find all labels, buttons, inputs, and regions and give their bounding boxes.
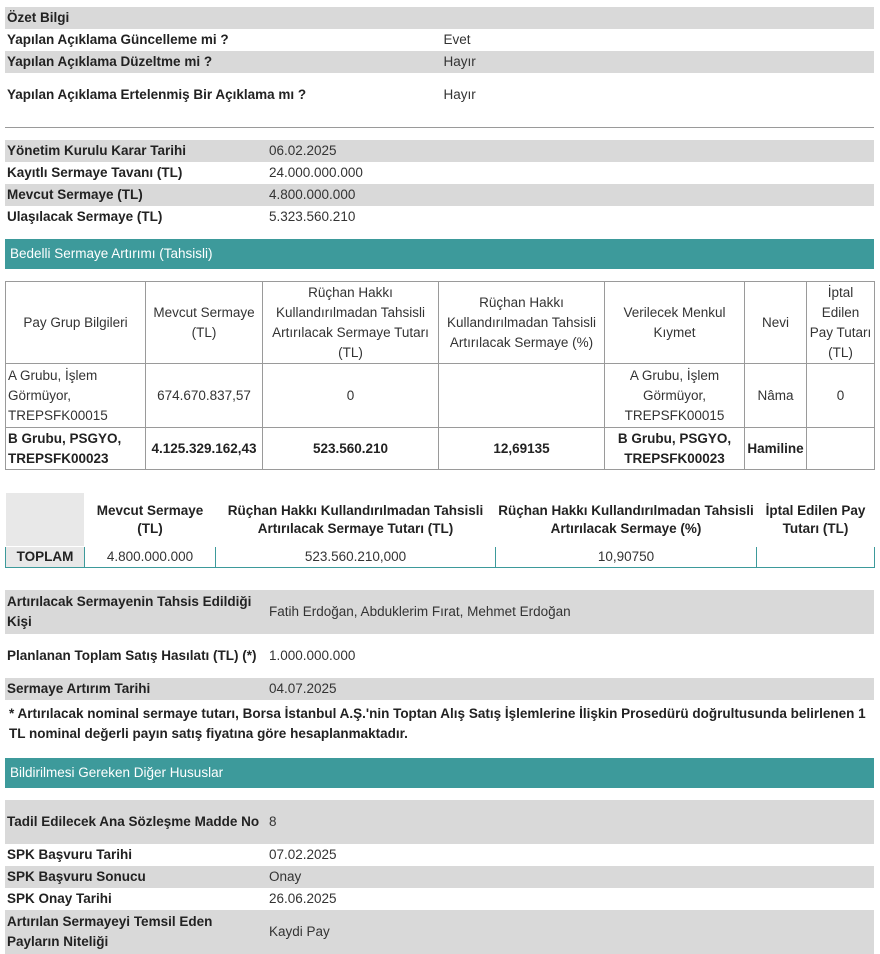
footnote: * Artırılacak nominal sermaye tutarı, Borsa İstanbul A.Ş.'nin Toptan Alış Satış İşlemlerine İlişkin Prosedürü doğrultusunda belirlenen 1 TL nominal değerli payın satış fiyatına göre hesaplanmaktadır. [9, 706, 866, 741]
summary-label: Yapılan Açıklama Düzeltme mi ? [5, 51, 440, 73]
allocation-label: Artırılacak Sermayenin Tahsis Edildiği Kişi [5, 590, 265, 634]
capital-info-value: 06.02.2025 [265, 140, 874, 162]
capital-info-label: Ulaşılacak Sermaye (TL) [7, 209, 163, 224]
capital-info-row [5, 162, 874, 184]
capital-info-label: Kayıtlı Sermaye Tavanı (TL) [7, 165, 183, 180]
allocation-label: Sermaye Artırım Tarihi [5, 678, 265, 700]
allocation-row [5, 634, 874, 678]
other-label: Artırılan Sermayeyi Temsil Eden Payların Niteliği [5, 910, 265, 954]
total-label: TOPLAM [6, 547, 85, 568]
total-table [5, 492, 875, 568]
summary-value: Hayır [440, 51, 875, 73]
col-header-mevcut: Mevcut Sermaye (TL) [146, 282, 263, 364]
other-row [5, 910, 874, 954]
capital-info-row [5, 184, 874, 206]
total-row [6, 547, 875, 568]
allocation-label: Planlanan Toplam Satış Hasılatı (TL) (*) [7, 648, 257, 663]
total-header-tutar: Rüçhan Hakkı Kullandırılmadan Tahsisli Artırılacak Sermaye Tutarı (TL) [216, 493, 496, 547]
other-label: Tadil Edilecek Ana Sözleşme Madde No [5, 800, 265, 844]
cell-menkul: B Grubu, PSGYO, TREPSFK00023 [605, 428, 745, 470]
col-header-pay-grup: Pay Grup Bilgileri [6, 282, 146, 364]
cell-menkul: A Grubu, İşlem Görmüyor, TREPSFK00015 [605, 364, 745, 428]
col-header-nevi: Nevi [745, 282, 807, 364]
other-row [5, 866, 874, 888]
allocation-value: 1.000.000.000 [269, 648, 356, 663]
allocation-row [5, 678, 874, 700]
summary-table [5, 7, 874, 117]
other-label: SPK Onay Tarihi [7, 891, 112, 906]
capital-info-row [5, 140, 874, 162]
total-header-oran: Rüçhan Hakkı Kullandırılmadan Tahsisli Artırılacak Sermaye (%) [496, 493, 757, 547]
other-row [5, 800, 874, 844]
cell-nevi: Nâma [745, 364, 807, 428]
summary-label: Yapılan Açıklama Güncelleme mi ? [7, 32, 229, 47]
capital-info-value: 4.800.000.000 [265, 184, 874, 206]
allocation-value: Fatih Erdoğan, Abduklerim Fırat, Mehmet Erdoğan [265, 590, 874, 634]
total-header-blank [6, 493, 85, 547]
capital-info-label: Mevcut Sermaye (TL) [5, 184, 265, 206]
total-tutar: 523.560.210,000 [216, 547, 496, 568]
total-mevcut: 4.800.000.000 [85, 547, 216, 568]
other-label: SPK Başvuru Sonucu [5, 866, 265, 888]
other-row [5, 844, 874, 866]
other-value: 07.02.2025 [269, 847, 337, 862]
table-row [6, 364, 875, 428]
summary-row [5, 29, 874, 51]
total-oran: 10,90750 [496, 547, 757, 568]
cell-tutar: 523.560.210 [263, 428, 439, 470]
cell-grup: A Grubu, İşlem Görmüyor, TREPSFK00015 [6, 364, 146, 428]
col-header-tutar: Rüçhan Hakkı Kullandırılmadan Tahsisli Artırılacak Sermaye Tutarı (TL) [263, 282, 439, 364]
divider [5, 127, 874, 128]
capital-info-label: Yönetim Kurulu Karar Tarihi [5, 140, 265, 162]
total-header-iptal: İptal Edilen Pay Tutarı (TL) [757, 493, 875, 547]
capital-info-row [5, 206, 874, 228]
allocation-value: 04.07.2025 [265, 678, 874, 700]
cell-mevcut: 674.670.837,57 [146, 364, 263, 428]
table-row [6, 428, 875, 470]
capital-info-value: 24.000.000.000 [269, 165, 363, 180]
summary-title: Özet Bilgi [5, 7, 874, 29]
cell-iptal: 0 [807, 364, 875, 428]
capital-info-value: 5.323.560.210 [269, 209, 356, 224]
summary-row [5, 73, 874, 117]
col-header-oran: Rüçhan Hakkı Kullandırılmadan Tahsisli Artırılacak Sermaye (%) [439, 282, 605, 364]
total-header-row [6, 493, 875, 547]
allocation-table [5, 590, 874, 700]
allocation-row [5, 590, 874, 634]
summary-label: Yapılan Açıklama Ertelenmiş Bir Açıklama mı ? [7, 87, 307, 102]
section-header-bedelli: Bedelli Sermaye Artırımı (Tahsisli) [5, 239, 874, 269]
other-matters-table [5, 800, 874, 954]
share-group-table [5, 281, 875, 470]
summary-row [5, 51, 874, 73]
section-header-diger: Bildirilmesi Gereken Diğer Hususlar [5, 758, 874, 788]
other-value: Onay [265, 866, 874, 888]
col-header-menkul: Verilecek Menkul Kıymet [605, 282, 745, 364]
cell-tutar: 0 [263, 364, 439, 428]
other-value: 26.06.2025 [269, 891, 337, 906]
total-iptal [757, 547, 875, 568]
cell-oran: 12,69135 [439, 428, 605, 470]
capital-info-table [5, 140, 874, 228]
col-header-iptal: İptal Edilen Pay Tutarı (TL) [807, 282, 875, 364]
cell-mevcut: 4.125.329.162,43 [146, 428, 263, 470]
cell-grup: B Grubu, PSGYO, TREPSFK00023 [6, 428, 146, 470]
summary-value: Evet [443, 32, 471, 47]
share-group-header-row [6, 282, 875, 364]
cell-iptal [807, 428, 875, 470]
cell-nevi: Hamiline [745, 428, 807, 470]
summary-value: Hayır [443, 87, 476, 102]
other-value: Kaydi Pay [265, 910, 874, 954]
total-header-mevcut: Mevcut Sermaye (TL) [85, 493, 216, 547]
other-label: SPK Başvuru Tarihi [7, 847, 133, 862]
cell-oran [439, 364, 605, 428]
disclosure-document [5, 7, 874, 954]
other-row [5, 888, 874, 910]
other-value: 8 [265, 800, 874, 844]
